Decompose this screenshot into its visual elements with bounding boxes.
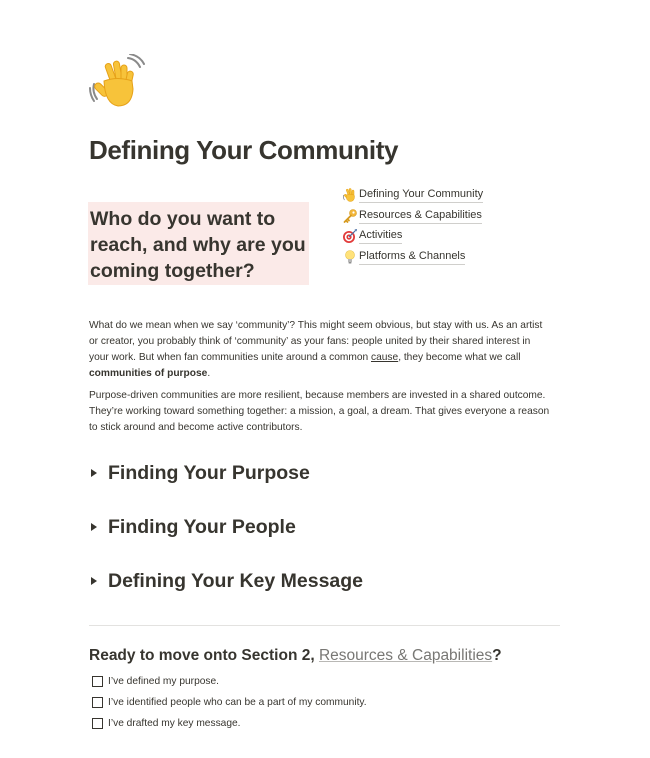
toggle-heading[interactable]: Defining Your Key Message [108,570,364,592]
toc-item-defining-community[interactable] [342,186,542,207]
todo-label: I’ve defined my purpose. [108,676,219,687]
callout-block [88,202,309,285]
callout-text: Who do you want to reach, and why are you coming together? [90,208,306,282]
todo-checkbox[interactable] [92,676,103,687]
next-section-suffix: ? [492,647,502,664]
toc-item-activities[interactable] [342,227,542,248]
next-section-prefix: Ready to move onto Section 2, [89,647,319,664]
divider [89,625,560,626]
todo-checkbox[interactable] [92,697,103,708]
next-section-heading [89,647,502,665]
toggle-arrow-icon[interactable] [91,577,97,585]
communities-of-purpose-emphasis: communities of purpose [89,368,208,379]
intro-text-continued: , they become what we call [398,352,521,363]
intro-paragraph [89,318,551,382]
toc-link-label[interactable]: Activities [359,227,402,244]
todo-label: I’ve drafted my key message. [108,718,241,729]
toggle-heading[interactable]: Finding Your People [108,516,296,538]
waving-hand-icon[interactable] [88,54,146,112]
purpose-paragraph: Purpose-driven communities are more resilient, because members are invested in a shared outcome. They’re working toward something together: a mission, a goal, a dream. That gives everyone a reason to stick around and become active contributors. [89,390,550,433]
toggle-arrow-icon[interactable] [91,523,97,531]
toc-link-label[interactable]: Platforms & Channels [359,248,465,265]
toc-link-label[interactable]: Defining Your Community [359,186,483,203]
todo-label: I’ve identified people who can be a part of my community. [108,697,367,708]
toggle-heading[interactable]: Finding Your Purpose [108,462,310,484]
target-dart-icon [342,228,358,244]
section-links-list [342,186,542,268]
cause-link[interactable]: cause [371,352,399,363]
key-icon [342,208,358,224]
page-title: Defining Your Community [89,135,399,165]
lightbulb-icon [342,249,358,265]
toc-item-platforms[interactable] [342,248,542,269]
toc-item-resources[interactable] [342,207,542,228]
intro-text: What do we mean when we say ‘community’? This might seem obvious, but stay with us. As an artist or creator, you probably think of ‘community’ as your fans: people united by their shared interest in your work. But when fan communities unite around a common [89,320,543,363]
toc-link-label[interactable]: Resources & Capabilities [359,207,482,224]
todo-checkbox[interactable] [92,718,103,729]
resources-capabilities-link[interactable]: Resources & Capabilities [318,647,493,664]
intro-text-end: . [207,368,211,379]
waving-hand-icon [342,187,358,203]
toggle-arrow-icon[interactable] [91,469,97,477]
